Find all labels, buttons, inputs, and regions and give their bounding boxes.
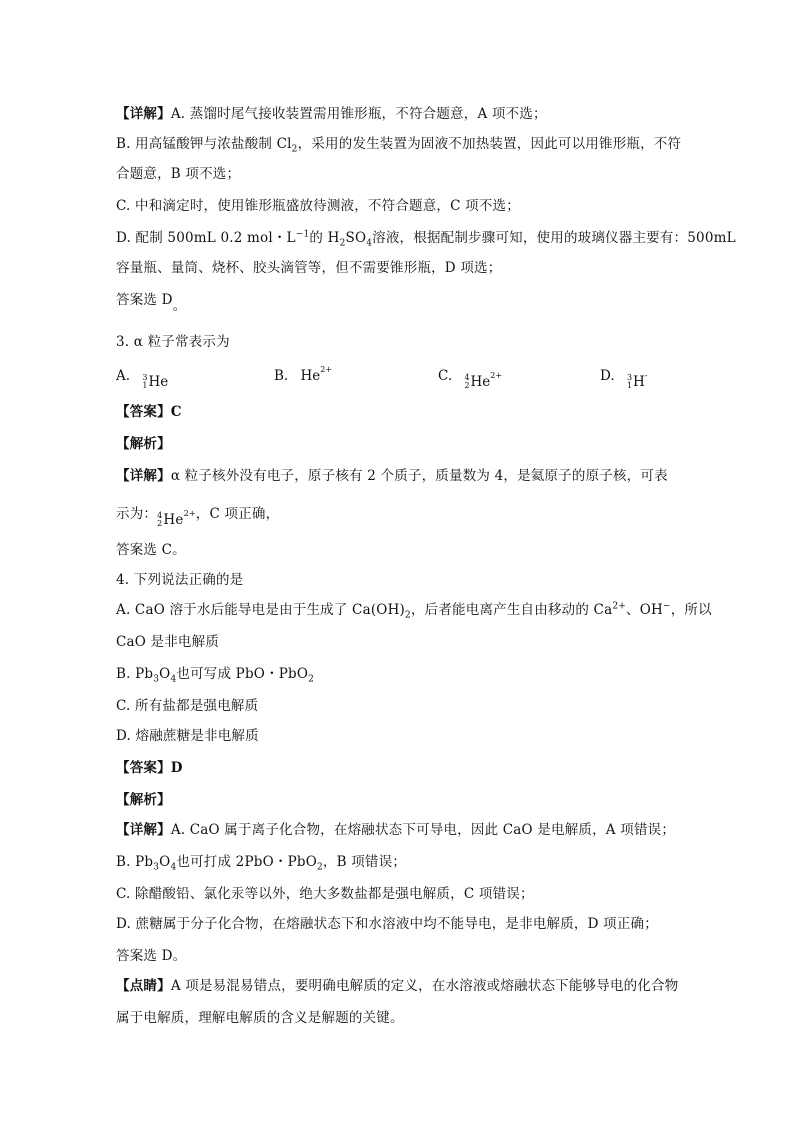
q4-detail-c: C. 除醋酸铅、氯化汞等以外，绝大多数盐都是强电解质，C 项错误； [116, 886, 534, 902]
q3-option-b [274, 366, 332, 386]
text: 也可打成 2PbO・PbO [176, 854, 317, 870]
element-symbol: He [300, 368, 321, 384]
charge: 2+ [183, 509, 196, 518]
subscript: 4 [170, 862, 177, 873]
text: ，采用的发生装置为固液不加热装置，因此可以用锥形瓶，不符 [297, 136, 682, 152]
superscript: − [662, 601, 671, 612]
q3-analysis-tag: 【解析】 [116, 436, 171, 452]
q4-answer: 【答案】D [116, 760, 183, 776]
mass-number: 4 [157, 511, 163, 520]
q3-option-a [116, 366, 168, 392]
q3-option-c [438, 366, 502, 392]
subscript: 2 [339, 238, 346, 249]
text: ，后者能电离产生自由移动的 Ca [410, 602, 613, 618]
q4-analysis-tag: 【解析】 [116, 792, 171, 808]
text: O [159, 854, 171, 870]
mass-number: 3 [142, 373, 148, 382]
question-3-stem: 3. α 粒子常表示为 [116, 334, 230, 350]
subscript: 2 [291, 144, 298, 155]
q4-tip-1 [116, 976, 686, 996]
mass-number: 3 [626, 373, 633, 382]
tip-tag: 【点睛】 [116, 978, 171, 994]
nuclide [464, 372, 502, 392]
q4-tip-2: 属于电解质，理解电解质的含义是解题的关键。 [116, 1010, 404, 1026]
question-4-stem: 4. 下列说法正确的是 [116, 572, 244, 588]
option-label: A. [116, 368, 131, 384]
option-label: B. [274, 368, 289, 384]
atomic-number: 2 [157, 519, 163, 528]
q3-final-answer: 答案选 C。 [116, 542, 186, 558]
answer-line-1 [116, 290, 686, 314]
text: B. Pb [116, 854, 154, 870]
charge: - [644, 371, 648, 380]
element-symbol: He [163, 512, 184, 528]
detail-tag: 【详解】 [116, 822, 171, 838]
q3-answer: 【答案】C [116, 404, 182, 420]
subscript: 3 [153, 674, 160, 685]
nuclide [301, 366, 333, 386]
q4-option-c: C. 所有盐都是强电解质 [116, 698, 259, 714]
text: 。 [172, 298, 187, 314]
text: 也可写成 PbO・PbO [176, 666, 309, 682]
charge: 2+ [320, 365, 333, 374]
text: α 粒子核外没有电子，原子核有 2 个质子，质量数为 4，是氦原子的原子核，可表 [170, 468, 668, 484]
atomic-number: 1 [142, 381, 148, 390]
text: 示为： [116, 506, 158, 522]
text: B. 用高锰酸钾与浓盐酸制 Cl [116, 136, 292, 152]
text: 、OH [626, 602, 663, 618]
superscript: 2+ [612, 601, 626, 612]
option-label: D. [600, 368, 615, 384]
text: A. CaO 溶于水后能导电是由于生成了 Ca(OH) [116, 602, 406, 618]
mass-number: 4 [464, 373, 470, 382]
text: ，B 项错误； [322, 854, 407, 870]
subscript: 4 [366, 238, 373, 249]
atomic-number: 1 [626, 381, 633, 390]
nuclide [142, 372, 168, 392]
nuclide [627, 372, 648, 392]
detail-line-d2: 容量瓶、量筒、烧杯、胶头滴管等，但不需要锥形瓶，D 项选； [116, 260, 502, 276]
text: 溶液，根据配制步骤可知，使用的玻璃仪器主要有：500mL [372, 230, 736, 246]
detail-tag: 【详解】 [116, 468, 171, 484]
detail-tag: 【详解】 [116, 106, 171, 122]
text: ，C 项正确， [195, 506, 280, 522]
detail-text: A. 蒸馏时尾气接收装置需用锥形瓶，不符合题意，A 项不选； [170, 106, 547, 122]
option-label: C. [438, 368, 453, 384]
q4-detail-b [116, 852, 686, 872]
atomic-number: 2 [464, 381, 470, 390]
detail-line-b2: 合题意，B 项不选； [116, 166, 241, 182]
q4-detail-a [116, 820, 686, 840]
text: ，所以 [670, 602, 712, 618]
text: A. CaO 属于离子化合物，在熔融状态下可导电，因此 CaO 是电解质，A 项错误； [170, 822, 676, 838]
q4-option-a-1 [116, 600, 712, 621]
subscript: 2 [405, 610, 411, 621]
q3-detail-1 [116, 466, 686, 486]
detail-line-c: C. 中和滴定时，使用锥形瓶盛放待测液，不符合题意，C 项不选； [116, 198, 520, 214]
q4-detail-d: D. 蔗糖属于分子化合物，在熔融状态下和水溶液中均不能导电，是非电解质，D 项正确； [116, 916, 658, 932]
q3-detail-2 [116, 504, 686, 530]
element-symbol: He [470, 374, 491, 390]
text: SO [345, 230, 367, 246]
detail-line-b1 [116, 134, 686, 154]
text: 的 H [309, 230, 340, 246]
text: B. Pb [116, 666, 154, 682]
detail-line-d1 [116, 228, 736, 249]
subscript: 2 [308, 674, 315, 685]
element-symbol: He [148, 374, 169, 390]
superscript: −1 [295, 229, 310, 240]
subscript: 4 [170, 674, 177, 685]
q4-final-answer: 答案选 D。 [116, 948, 187, 964]
nuclide [157, 510, 196, 530]
q4-option-b [116, 664, 686, 684]
q4-option-a-2: CaO 是非电解质 [116, 634, 220, 650]
element-symbol: H [633, 374, 645, 390]
charge: 2+ [490, 371, 503, 380]
q3-option-d [600, 366, 648, 392]
q4-option-d: D. 熔融蔗糖是非电解质 [116, 728, 259, 744]
subscript: 3 [153, 862, 160, 873]
text: O [159, 666, 171, 682]
text: 答案选 D [116, 292, 173, 308]
detail-line-a [116, 104, 686, 124]
subscript: 2 [316, 862, 323, 873]
text: A 项是易混易错点，要明确电解质的定义，在水溶液或熔融状态下能够导电的化合物 [170, 978, 679, 994]
text: D. 配制 500mL 0.2 mol・L [116, 230, 296, 246]
